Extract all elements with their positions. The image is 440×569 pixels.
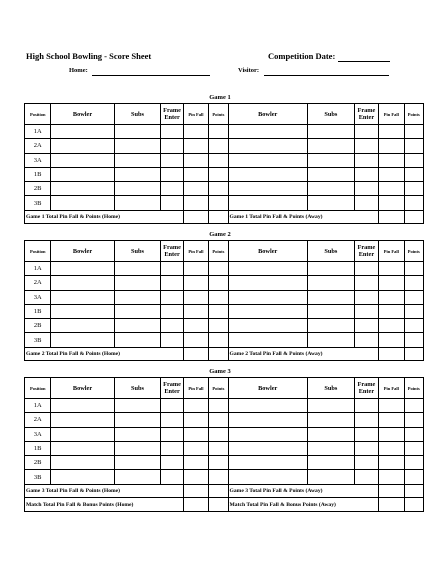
away-total-points[interactable] bbox=[404, 210, 423, 224]
game-title: Game 1 bbox=[209, 94, 231, 101]
score-cell[interactable] bbox=[228, 125, 307, 139]
match-total-away-points[interactable] bbox=[404, 498, 423, 512]
score-cell[interactable] bbox=[379, 196, 404, 210]
away-total-points[interactable] bbox=[404, 484, 423, 498]
score-cell[interactable] bbox=[307, 182, 354, 196]
position-cell: 1B bbox=[25, 167, 51, 181]
score-cell[interactable] bbox=[354, 290, 378, 304]
score-cell[interactable] bbox=[114, 262, 161, 276]
bowler-header: Bowler bbox=[228, 241, 307, 262]
game-title: Game 2 bbox=[209, 231, 231, 238]
away-total-label: Game 3 Total Pin Fall & Points (Away) bbox=[228, 484, 379, 498]
score-cell[interactable] bbox=[307, 413, 354, 427]
home-total-pin-fall[interactable] bbox=[183, 347, 208, 361]
score-cell[interactable] bbox=[183, 304, 208, 318]
score-cell[interactable] bbox=[51, 333, 114, 347]
home-total-label: Game 1 Total Pin Fall & Points (Home) bbox=[25, 210, 184, 224]
score-cell[interactable] bbox=[228, 139, 307, 153]
score-cell[interactable] bbox=[209, 470, 228, 484]
score-cell[interactable] bbox=[307, 304, 354, 318]
score-cell[interactable] bbox=[161, 399, 183, 413]
bowler-header: Bowler bbox=[228, 378, 307, 399]
position-cell: 2B bbox=[25, 182, 51, 196]
table-row bbox=[25, 319, 424, 333]
score-cell[interactable] bbox=[183, 262, 208, 276]
score-cell[interactable] bbox=[51, 399, 114, 413]
score-cell[interactable] bbox=[404, 441, 423, 455]
bowler-header: Bowler bbox=[51, 241, 114, 262]
competition-date-label: Competition Date: bbox=[268, 51, 336, 61]
score-cell[interactable] bbox=[114, 196, 161, 210]
score-cell[interactable] bbox=[379, 139, 404, 153]
score-cell[interactable] bbox=[228, 333, 307, 347]
away-total-points[interactable] bbox=[404, 347, 423, 361]
score-cell[interactable] bbox=[161, 276, 183, 290]
score-cell[interactable] bbox=[379, 456, 404, 470]
score-cell[interactable] bbox=[51, 167, 114, 181]
score-cell[interactable] bbox=[183, 276, 208, 290]
score-cell[interactable] bbox=[183, 139, 208, 153]
position-cell: 1A bbox=[25, 125, 51, 139]
score-cell[interactable] bbox=[183, 125, 208, 139]
score-cell[interactable] bbox=[114, 125, 161, 139]
position-cell: 3B bbox=[25, 333, 51, 347]
score-cell[interactable] bbox=[161, 196, 183, 210]
score-cell[interactable] bbox=[51, 290, 114, 304]
position-cell: 2B bbox=[25, 456, 51, 470]
pin-fall-header: Pin Fall bbox=[379, 378, 404, 399]
frame-enter-header: Frame Enter bbox=[161, 241, 183, 262]
position-cell: 2A bbox=[25, 276, 51, 290]
score-cell[interactable] bbox=[161, 456, 183, 470]
subs-header: Subs bbox=[114, 104, 161, 125]
score-cell[interactable] bbox=[354, 333, 378, 347]
score-cell[interactable] bbox=[161, 319, 183, 333]
score-cell[interactable] bbox=[354, 319, 378, 333]
position-header: Position bbox=[25, 378, 51, 399]
pin-fall-header: Pin Fall bbox=[183, 104, 208, 125]
points-header: Points bbox=[404, 104, 423, 125]
home-label: Home: bbox=[69, 67, 88, 74]
subs-header: Subs bbox=[114, 378, 161, 399]
score-cell[interactable] bbox=[379, 399, 404, 413]
score-cell[interactable] bbox=[183, 319, 208, 333]
score-cell[interactable] bbox=[51, 470, 114, 484]
score-cell[interactable] bbox=[307, 153, 354, 167]
score-cell[interactable] bbox=[354, 413, 378, 427]
sheet-title: High School Bowling - Score Sheet bbox=[26, 51, 152, 61]
position-cell: 3B bbox=[25, 470, 51, 484]
score-cell[interactable] bbox=[404, 153, 423, 167]
score-cell[interactable] bbox=[183, 413, 208, 427]
score-cell[interactable] bbox=[114, 413, 161, 427]
score-cell[interactable] bbox=[379, 427, 404, 441]
score-cell[interactable] bbox=[161, 125, 183, 139]
game-table bbox=[24, 240, 424, 361]
score-cell[interactable] bbox=[209, 125, 228, 139]
score-cell[interactable] bbox=[209, 333, 228, 347]
frame-enter-header: Frame Enter bbox=[354, 104, 378, 125]
score-cell[interactable] bbox=[307, 262, 354, 276]
score-cell[interactable] bbox=[307, 319, 354, 333]
score-cell[interactable] bbox=[379, 470, 404, 484]
score-cell[interactable] bbox=[161, 139, 183, 153]
score-cell[interactable] bbox=[354, 304, 378, 318]
score-cell[interactable] bbox=[379, 319, 404, 333]
score-cell[interactable] bbox=[183, 456, 208, 470]
score-cell[interactable] bbox=[51, 125, 114, 139]
score-cell[interactable] bbox=[183, 427, 208, 441]
score-cell[interactable] bbox=[228, 456, 307, 470]
score-cell[interactable] bbox=[161, 333, 183, 347]
score-cell[interactable] bbox=[114, 167, 161, 181]
score-cell[interactable] bbox=[354, 125, 378, 139]
table-row bbox=[25, 304, 424, 318]
score-cell[interactable] bbox=[114, 456, 161, 470]
match-total-away-pin-fall[interactable] bbox=[379, 498, 404, 512]
score-cell[interactable] bbox=[404, 139, 423, 153]
score-cell[interactable] bbox=[209, 196, 228, 210]
score-cell[interactable] bbox=[51, 196, 114, 210]
score-cell[interactable] bbox=[183, 153, 208, 167]
score-cell[interactable] bbox=[161, 182, 183, 196]
table-row bbox=[25, 276, 424, 290]
score-cell[interactable] bbox=[379, 441, 404, 455]
score-cell[interactable] bbox=[183, 182, 208, 196]
score-cell[interactable] bbox=[209, 153, 228, 167]
score-cell[interactable] bbox=[51, 276, 114, 290]
score-cell[interactable] bbox=[404, 319, 423, 333]
score-cell[interactable] bbox=[354, 139, 378, 153]
home-total-points[interactable] bbox=[209, 347, 228, 361]
score-cell[interactable] bbox=[183, 333, 208, 347]
position-cell: 3A bbox=[25, 153, 51, 167]
match-total-home-pin-fall[interactable] bbox=[183, 498, 208, 512]
position-cell: 3A bbox=[25, 427, 51, 441]
table-row bbox=[25, 441, 424, 455]
score-cell[interactable] bbox=[51, 441, 114, 455]
score-cell[interactable] bbox=[114, 139, 161, 153]
table-row bbox=[25, 456, 424, 470]
score-cell[interactable] bbox=[183, 167, 208, 181]
home-total-pin-fall[interactable] bbox=[183, 210, 208, 224]
points-header: Points bbox=[209, 241, 228, 262]
score-cell[interactable] bbox=[161, 441, 183, 455]
score-cell[interactable] bbox=[307, 470, 354, 484]
score-cell[interactable] bbox=[404, 413, 423, 427]
score-cell[interactable] bbox=[307, 441, 354, 455]
visitor-label: Visitor: bbox=[238, 67, 260, 74]
score-cell[interactable] bbox=[228, 399, 307, 413]
score-cell[interactable] bbox=[228, 196, 307, 210]
table-row bbox=[25, 470, 424, 484]
score-cell[interactable] bbox=[51, 262, 114, 276]
score-cell[interactable] bbox=[161, 413, 183, 427]
position-header: Position bbox=[25, 104, 51, 125]
score-cell[interactable] bbox=[354, 276, 378, 290]
score-cell[interactable] bbox=[379, 182, 404, 196]
score-cell[interactable] bbox=[209, 276, 228, 290]
away-total-label: Game 1 Total Pin Fall & Points (Away) bbox=[228, 210, 379, 224]
home-total-label: Game 2 Total Pin Fall & Points (Home) bbox=[25, 347, 184, 361]
score-cell[interactable] bbox=[209, 304, 228, 318]
score-cell[interactable] bbox=[228, 167, 307, 181]
frame-enter-header: Frame Enter bbox=[354, 378, 378, 399]
position-cell: 2A bbox=[25, 413, 51, 427]
game-title: Game 3 bbox=[209, 368, 231, 375]
frame-enter-header: Frame Enter bbox=[161, 104, 183, 125]
score-cell[interactable] bbox=[209, 456, 228, 470]
score-cell[interactable] bbox=[51, 427, 114, 441]
score-cell[interactable] bbox=[379, 125, 404, 139]
position-cell: 1B bbox=[25, 304, 51, 318]
home-field[interactable] bbox=[92, 75, 210, 76]
score-cell[interactable] bbox=[404, 276, 423, 290]
score-cell[interactable] bbox=[209, 427, 228, 441]
table-row bbox=[25, 399, 424, 413]
score-cell[interactable] bbox=[379, 413, 404, 427]
home-total-label: Game 3 Total Pin Fall & Points (Home) bbox=[25, 484, 184, 498]
score-cell[interactable] bbox=[228, 413, 307, 427]
score-cell[interactable] bbox=[307, 196, 354, 210]
game-table bbox=[24, 377, 424, 512]
score-cell[interactable] bbox=[114, 304, 161, 318]
subs-header: Subs bbox=[114, 241, 161, 262]
home-total-points[interactable] bbox=[209, 210, 228, 224]
score-cell[interactable] bbox=[114, 441, 161, 455]
table-row bbox=[25, 167, 424, 181]
score-cell[interactable] bbox=[114, 182, 161, 196]
match-total-home-label: Match Total Pin Fall & Bonus Points (Home) bbox=[25, 498, 184, 512]
table-row bbox=[25, 153, 424, 167]
score-cell[interactable] bbox=[209, 399, 228, 413]
table-row bbox=[25, 427, 424, 441]
score-cell[interactable] bbox=[183, 470, 208, 484]
score-cell[interactable] bbox=[404, 304, 423, 318]
away-total-label: Game 2 Total Pin Fall & Points (Away) bbox=[228, 347, 379, 361]
visitor-field[interactable] bbox=[264, 75, 389, 76]
score-cell[interactable] bbox=[209, 167, 228, 181]
score-cell[interactable] bbox=[307, 125, 354, 139]
score-cell[interactable] bbox=[209, 139, 228, 153]
score-cell[interactable] bbox=[404, 333, 423, 347]
score-cell[interactable] bbox=[307, 399, 354, 413]
score-cell[interactable] bbox=[114, 399, 161, 413]
score-cell[interactable] bbox=[354, 262, 378, 276]
score-cell[interactable] bbox=[379, 153, 404, 167]
subs-header: Subs bbox=[307, 104, 354, 125]
frame-enter-header: Frame Enter bbox=[354, 241, 378, 262]
score-cell[interactable] bbox=[404, 399, 423, 413]
position-cell: 2A bbox=[25, 139, 51, 153]
table-row bbox=[25, 125, 424, 139]
score-cell[interactable] bbox=[51, 413, 114, 427]
position-cell: 1A bbox=[25, 399, 51, 413]
score-cell[interactable] bbox=[183, 441, 208, 455]
score-cell[interactable] bbox=[183, 399, 208, 413]
score-cell[interactable] bbox=[404, 427, 423, 441]
score-cell[interactable] bbox=[404, 182, 423, 196]
table-row bbox=[25, 182, 424, 196]
score-cell[interactable] bbox=[161, 427, 183, 441]
score-cell[interactable] bbox=[209, 413, 228, 427]
table-row bbox=[25, 196, 424, 210]
score-cell[interactable] bbox=[161, 167, 183, 181]
position-cell: 1B bbox=[25, 441, 51, 455]
score-cell[interactable] bbox=[114, 153, 161, 167]
points-header: Points bbox=[404, 378, 423, 399]
points-header: Points bbox=[209, 104, 228, 125]
score-cell[interactable] bbox=[209, 441, 228, 455]
score-cell[interactable] bbox=[379, 290, 404, 304]
score-cell[interactable] bbox=[228, 427, 307, 441]
score-cell[interactable] bbox=[114, 276, 161, 290]
score-cell[interactable] bbox=[307, 456, 354, 470]
table-row bbox=[25, 139, 424, 153]
score-cell[interactable] bbox=[209, 290, 228, 304]
score-cell[interactable] bbox=[209, 262, 228, 276]
score-cell[interactable] bbox=[307, 290, 354, 304]
score-cell[interactable] bbox=[228, 276, 307, 290]
table-row bbox=[25, 262, 424, 276]
table-row bbox=[25, 333, 424, 347]
away-total-pin-fall[interactable] bbox=[379, 347, 404, 361]
pin-fall-header: Pin Fall bbox=[183, 378, 208, 399]
score-cell[interactable] bbox=[161, 290, 183, 304]
pin-fall-header: Pin Fall bbox=[183, 241, 208, 262]
score-cell[interactable] bbox=[354, 456, 378, 470]
points-header: Points bbox=[404, 241, 423, 262]
score-cell[interactable] bbox=[228, 182, 307, 196]
score-cell[interactable] bbox=[354, 196, 378, 210]
score-cell[interactable] bbox=[354, 153, 378, 167]
score-cell[interactable] bbox=[228, 319, 307, 333]
score-cell[interactable] bbox=[404, 196, 423, 210]
match-total-home-points[interactable] bbox=[209, 498, 228, 512]
points-header: Points bbox=[209, 378, 228, 399]
score-cell[interactable] bbox=[379, 167, 404, 181]
frame-enter-header: Frame Enter bbox=[161, 378, 183, 399]
score-cell[interactable] bbox=[228, 290, 307, 304]
position-cell: 3A bbox=[25, 290, 51, 304]
score-cell[interactable] bbox=[161, 153, 183, 167]
home-total-pin-fall[interactable] bbox=[183, 484, 208, 498]
score-cell[interactable] bbox=[51, 139, 114, 153]
score-cell[interactable] bbox=[307, 333, 354, 347]
match-total-away-label: Match Total Pin Fall & Bonus Points (Away) bbox=[228, 498, 379, 512]
score-cell[interactable] bbox=[51, 182, 114, 196]
position-header: Position bbox=[25, 241, 51, 262]
home-total-points[interactable] bbox=[209, 484, 228, 498]
score-cell[interactable] bbox=[404, 167, 423, 181]
score-cell[interactable] bbox=[114, 427, 161, 441]
position-cell: 1A bbox=[25, 262, 51, 276]
score-cell[interactable] bbox=[404, 262, 423, 276]
competition-date-field[interactable] bbox=[338, 61, 390, 62]
score-cell[interactable] bbox=[114, 290, 161, 304]
score-cell[interactable] bbox=[51, 456, 114, 470]
score-cell[interactable] bbox=[354, 470, 378, 484]
score-cell[interactable] bbox=[404, 470, 423, 484]
score-cell[interactable] bbox=[228, 441, 307, 455]
score-cell[interactable] bbox=[51, 304, 114, 318]
score-cell[interactable] bbox=[379, 276, 404, 290]
score-cell[interactable] bbox=[354, 441, 378, 455]
score-cell[interactable] bbox=[183, 290, 208, 304]
pin-fall-header: Pin Fall bbox=[379, 104, 404, 125]
score-cell[interactable] bbox=[307, 276, 354, 290]
score-cell[interactable] bbox=[183, 196, 208, 210]
score-cell[interactable] bbox=[228, 470, 307, 484]
bowler-header: Bowler bbox=[228, 104, 307, 125]
score-cell[interactable] bbox=[51, 153, 114, 167]
game-table bbox=[24, 103, 424, 224]
score-cell[interactable] bbox=[307, 167, 354, 181]
score-cell[interactable] bbox=[161, 470, 183, 484]
score-cell[interactable] bbox=[307, 427, 354, 441]
score-cell[interactable] bbox=[307, 139, 354, 153]
table-row bbox=[25, 413, 424, 427]
subs-header: Subs bbox=[307, 378, 354, 399]
bowler-header: Bowler bbox=[51, 104, 114, 125]
score-cell[interactable] bbox=[404, 125, 423, 139]
score-cell[interactable] bbox=[228, 262, 307, 276]
score-cell[interactable] bbox=[114, 319, 161, 333]
score-cell[interactable] bbox=[114, 333, 161, 347]
position-cell: 3B bbox=[25, 196, 51, 210]
away-total-pin-fall[interactable] bbox=[379, 210, 404, 224]
score-cell[interactable] bbox=[228, 153, 307, 167]
score-cell[interactable] bbox=[114, 470, 161, 484]
score-cell[interactable] bbox=[228, 304, 307, 318]
score-cell[interactable] bbox=[379, 333, 404, 347]
score-cell[interactable] bbox=[51, 319, 114, 333]
table-row bbox=[25, 290, 424, 304]
bowler-header: Bowler bbox=[51, 378, 114, 399]
score-cell[interactable] bbox=[161, 262, 183, 276]
score-cell[interactable] bbox=[404, 456, 423, 470]
score-cell[interactable] bbox=[354, 399, 378, 413]
score-cell[interactable] bbox=[209, 182, 228, 196]
score-cell[interactable] bbox=[379, 304, 404, 318]
away-total-pin-fall[interactable] bbox=[379, 484, 404, 498]
pin-fall-header: Pin Fall bbox=[379, 241, 404, 262]
score-cell[interactable] bbox=[404, 290, 423, 304]
score-cell[interactable] bbox=[161, 304, 183, 318]
score-cell[interactable] bbox=[354, 427, 378, 441]
score-cell[interactable] bbox=[354, 182, 378, 196]
score-cell[interactable] bbox=[209, 319, 228, 333]
subs-header: Subs bbox=[307, 241, 354, 262]
position-cell: 2B bbox=[25, 319, 51, 333]
score-cell[interactable] bbox=[379, 262, 404, 276]
score-cell[interactable] bbox=[354, 167, 378, 181]
